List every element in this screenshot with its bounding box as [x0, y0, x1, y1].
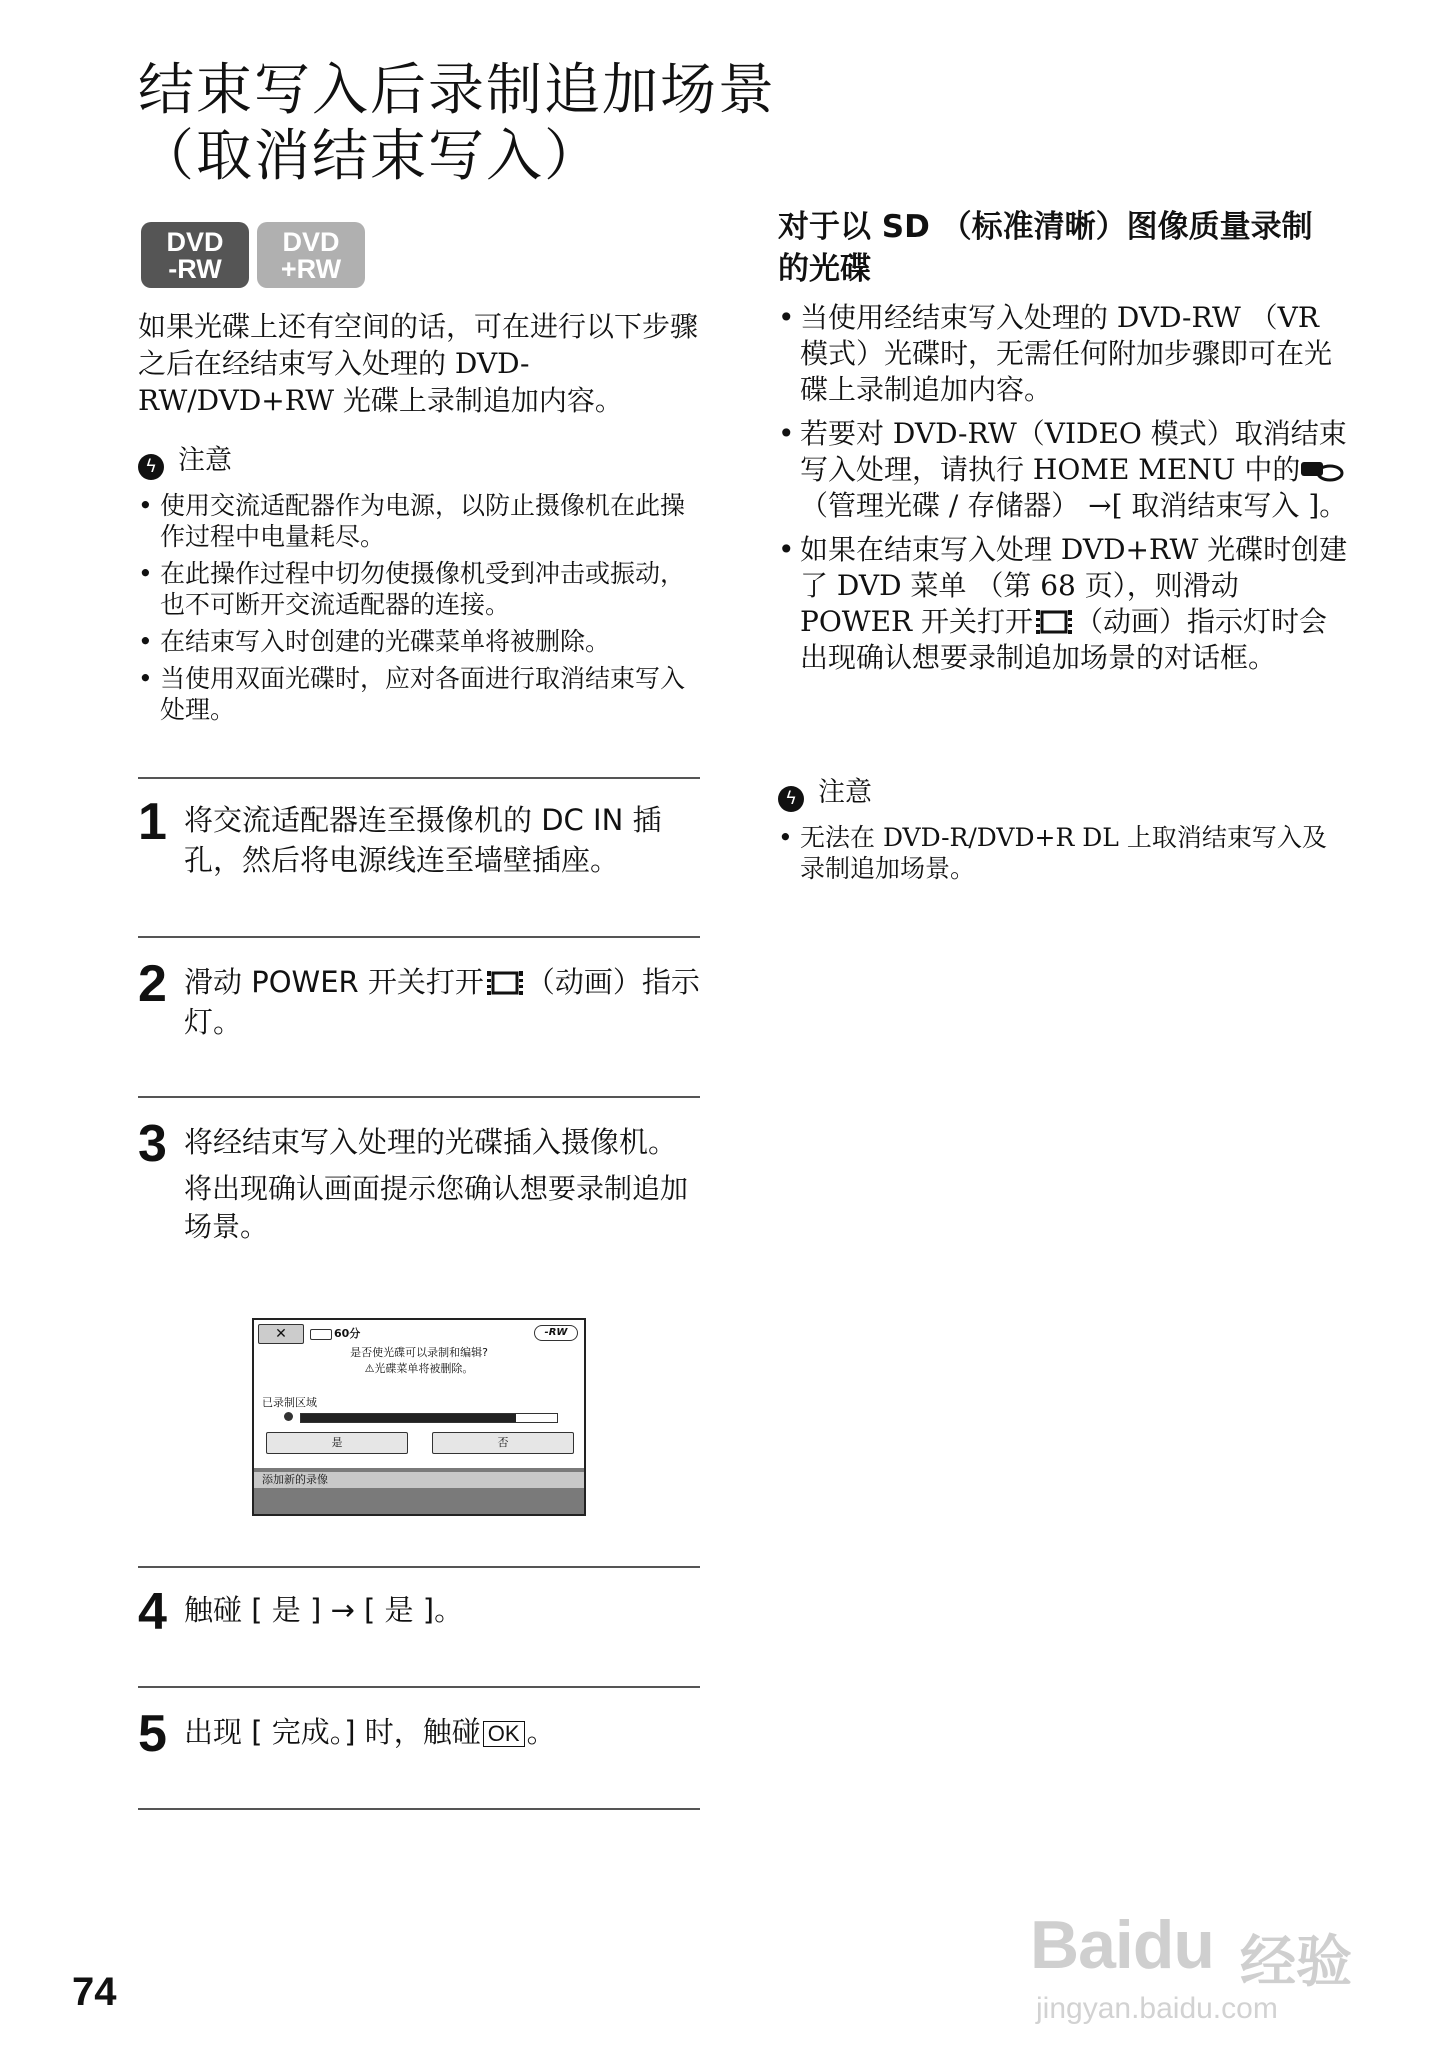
step-number: 1	[138, 793, 167, 851]
step-text-after: （动画）指示灯。	[184, 965, 700, 1039]
watermark-jingyan: 经验	[1240, 1930, 1352, 1995]
recorded-area-bar	[300, 1413, 558, 1423]
recorded-area-fill	[301, 1414, 516, 1422]
disc-management-icon	[1300, 459, 1344, 483]
movie-icon	[486, 969, 524, 997]
confirm-question: 是否使光碟可以录制和编辑?	[350, 1346, 488, 1359]
badge-top-text: DVD	[282, 227, 340, 257]
confirm-warning: ⚠光碟菜单将被删除。	[364, 1362, 474, 1375]
close-button[interactable]: ✕	[258, 1324, 304, 1344]
note-list	[778, 822, 1348, 884]
list-item: • 使用交流适配器作为电源，以防止摄像机在此操作过程中电量耗尽。	[138, 490, 698, 552]
list-item	[778, 416, 1348, 524]
step-number: 4	[138, 1583, 167, 1641]
list-item-text-before: 如果在结束写入处理 DVD+RW 光碟时创建了 DVD 菜单 （第 68 页），则滑动 POWER 开关打开	[800, 533, 1348, 638]
note-heading	[778, 776, 1348, 812]
step-text-before: 出现 [ 完成。] 时，触碰	[184, 1715, 481, 1749]
right-body	[778, 300, 1348, 684]
divider	[138, 1686, 700, 1688]
right-heading: 对于以 SD （标准清晰）图像质量录制的光碟	[778, 209, 1313, 287]
note-section-right	[778, 776, 1348, 884]
list-item-text-after: （管理光碟 / 存储器） →[ 取消结束写入 ]。	[800, 489, 1348, 522]
remaining-time: 60分	[334, 1327, 361, 1340]
step-text-before: 滑动 POWER 开关打开	[184, 965, 484, 999]
step-subtext: 将出现确认画面提示您确认想要录制追加场景。	[184, 1172, 689, 1243]
step-number: 3	[138, 1115, 167, 1173]
movie-icon	[1035, 608, 1073, 636]
ok-button-icon: OK	[483, 1721, 525, 1747]
title-line-2: （取消结束写入）	[138, 124, 602, 189]
step-5	[138, 1705, 700, 1763]
step-2	[138, 955, 700, 1042]
step-text	[184, 962, 700, 1042]
disc-icon	[284, 1412, 293, 1421]
title-line-1: 结束写入后录制追加场景	[138, 58, 776, 123]
dvd-rw-badge	[141, 222, 249, 288]
recorded-area-label: 已录制区域	[262, 1396, 317, 1409]
battery-icon	[310, 1329, 332, 1340]
baidu-watermark	[1030, 1880, 1390, 2030]
step-text: 将交流适配器连至摄像机的 DC IN 插孔，然后将电源线连至墙壁插座。	[184, 803, 662, 877]
no-button[interactable]: 否	[432, 1432, 574, 1454]
right-list	[778, 300, 1348, 676]
divider	[138, 1808, 700, 1810]
confirmation-screen	[252, 1318, 586, 1516]
note-heading-text: 注意	[178, 445, 232, 476]
list-item-text-before: 若要对 DVD-RW（VIDEO 模式）取消结束写入处理，请执行 HOME MENU 中的	[800, 417, 1347, 486]
list-item: • 当使用双面光碟时，应对各面进行取消结束写入处理。	[138, 663, 698, 725]
badge-top-text: DVD	[166, 227, 224, 257]
divider	[138, 777, 700, 779]
note-heading	[138, 444, 698, 480]
disc-type-label: -RW	[534, 1325, 578, 1341]
watermark-logo: Baidu	[1030, 1907, 1214, 1983]
note-section-left	[138, 444, 698, 731]
note-list	[138, 490, 698, 725]
badge-bottom-text: +RW	[280, 254, 342, 284]
note-heading-text: 注意	[818, 777, 872, 808]
step-text	[184, 1712, 700, 1752]
yes-button[interactable]: 是	[266, 1432, 408, 1454]
list-item: • 在此操作过程中切勿使摄像机受到冲击或振动，也不可断开交流适配器的连接。	[138, 558, 698, 620]
step-number: 2	[138, 955, 167, 1013]
list-item: • 当使用经结束写入处理的 DVD-RW （VR 模式）光碟时，无需任何附加步骤即可在光碟上录制追加内容。	[778, 300, 1348, 408]
list-item: • 在结束写入时创建的光碟菜单将被删除。	[138, 626, 698, 657]
page-title	[138, 58, 776, 190]
step-text-after: 。	[526, 1715, 556, 1749]
watermark-url: jingyan.baidu.com	[1036, 1992, 1278, 2025]
step-4	[138, 1583, 700, 1641]
step-3	[138, 1115, 700, 1246]
list-item-text-after: （动画）指示灯时会出现确认想要录制追加场景的对话框。	[800, 605, 1328, 674]
list-item	[778, 532, 1348, 676]
footer-label: 添加新的录像	[254, 1472, 584, 1488]
divider	[138, 1096, 700, 1098]
page-number: 74	[72, 1970, 117, 2014]
step-text: 触碰 [ 是 ] → [ 是 ]。	[184, 1593, 464, 1627]
step-text: 将经结束写入处理的光碟插入摄像机。	[184, 1125, 678, 1159]
badge-bottom-text: -RW	[168, 254, 222, 284]
step-1	[138, 793, 700, 880]
divider	[138, 1566, 700, 1568]
step-number: 5	[138, 1705, 167, 1763]
intro-paragraph: 如果光碟上还有空间的话，可在进行以下步骤之后在经结束写入处理的 DVD-RW/DVD+RW 光碟上录制追加内容。	[138, 310, 699, 417]
divider	[138, 936, 700, 938]
caution-icon: ϟ	[778, 786, 804, 812]
dvd-plus-rw-badge	[257, 222, 365, 288]
caution-icon: ϟ	[138, 454, 164, 480]
list-item: • 无法在 DVD-R/DVD+R DL 上取消结束写入及录制追加场景。	[778, 822, 1348, 884]
